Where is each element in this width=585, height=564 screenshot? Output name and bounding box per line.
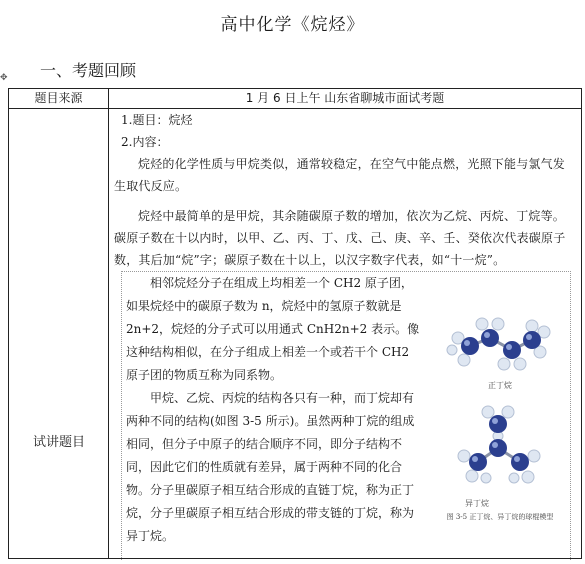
- row-label: 试讲题目: [32, 435, 85, 450]
- isobutane-label: 异丁烷: [465, 499, 489, 508]
- header-source-value: 1 月 6 日上午 山东省聊城市面试考题: [109, 89, 582, 109]
- item-content-label: 2.内容：: [121, 135, 169, 149]
- section-heading: 一、考题回顾: [40, 61, 137, 80]
- excerpt-paragraph-homologs: 相邻烷烃分子在组成上均相差一个 CH2 原子团，如果烷烃中的碳原子数为 n，烷烃中的氢原子数就是 2n+2，烷烃的分子式可以用通式 CnH2n+2 表示。像这种结构相似，在分子组成上相差一个或若干个 CH2 原子团的物质互称为同系物。: [126, 276, 420, 382]
- row-label-cell: [9, 109, 109, 559]
- content-cell: [109, 109, 582, 559]
- n-butane-label: 正丁烷: [488, 381, 512, 390]
- figure-caption: 图 3-5 正丁烷、异丁烷的球棍模型: [446, 513, 554, 521]
- butane-figure: [432, 272, 568, 560]
- textbook-excerpt: [121, 271, 571, 560]
- excerpt-paragraph-isomers: 甲烷、乙烷、丙烷的结构各只有一种，而丁烷却有两种不同的结构(如图 3-5 所示)。虽然两种丁烷的组成相同，但分子中原子的结合顺序不同，即分子结构不同，因此它们的性质就有差异，属于两种不同的化合物。分子里碳原子相互结合形成的直链丁烷，称为正丁烷，分子里碳原子相互结合形成的带支链的丁烷，称为异丁烷。: [126, 391, 415, 543]
- item-title: 1.题目：烷烃: [121, 113, 193, 127]
- n-butane-model: [447, 318, 550, 370]
- table-move-handle-icon[interactable]: ✥: [0, 73, 8, 83]
- exam-table: [8, 88, 582, 559]
- isobutane-model: [458, 406, 540, 483]
- excerpt-text: [126, 272, 424, 548]
- page-title: 高中化学《烷烃》: [220, 15, 365, 35]
- paragraph-properties: 烷烃的化学性质与甲烷类似，通常较稳定，在空气中能点燃，光照下能与氯气发生取代反应。: [114, 157, 566, 193]
- header-source-label: 题目来源: [9, 89, 109, 109]
- paragraph-naming: 烷烃中最简单的是甲烷，其余随碳原子数的增加，依次为乙烷、丙烷、丁烷等。碳原子数在十以内时，以甲、乙、丙、丁、戊、己、庚、辛、壬、癸依次代表碳原子数，其后加“烷”字；碳原子数在十以上，以汉字数字代表，如“十一烷”。: [114, 209, 566, 267]
